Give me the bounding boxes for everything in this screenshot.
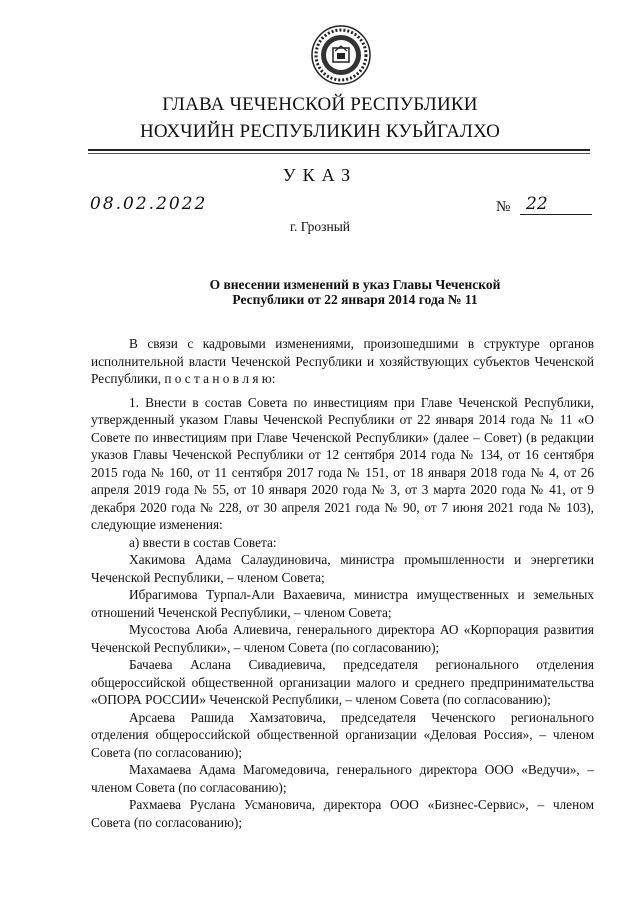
document-type: УКАЗ [282, 165, 358, 185]
paragraph-member: Рахмаева Руслана Усмановича, директора ООО «Бизнес-Сервис», – членом Совета (по согласованию); [91, 797, 594, 830]
paragraph-member: Ибрагимова Турпал-Али Вахаевича, министра имущественных и земельных отношений Чеченской Республики, – членом Совета; [91, 587, 594, 620]
paragraph-member: Хакимова Адама Салаудиновича, министра промышленности и энергетики Чеченской Республики, – членом Совета; [91, 552, 594, 585]
document-body [91, 335, 594, 831]
document-title [190, 277, 520, 307]
issuer-title-russian: ГЛАВА ЧЕЧЕНСКОЙ РЕСПУБЛИКИ [162, 94, 478, 115]
issuer-title-chechen: НОХЧИЙН РЕСПУБЛИКИН КУЬЙГАЛХО [139, 121, 501, 142]
paragraph-preamble: В связи с кадровыми изменениями, произошедшими в структуре органов исполнительной власти Чеченской Республики и хозяйствующих субъектов Чеченской Республики, п о с т а н о в л я ю: [91, 336, 594, 386]
header-divider [88, 149, 590, 151]
city: г. Грозный [289, 219, 351, 234]
number-label: № [496, 199, 511, 215]
paragraph-member: Махамаева Адама Магомедовича, генерального директора ООО «Ведучи», – членом Совета (по согласованию); [91, 762, 594, 795]
paragraph-subitem-a: а) ввести в состав Совета: [129, 534, 277, 550]
paragraph-member: Мусостова Аюба Алиевича, генерального директора АО «Корпорация развития Чеченской Республики», – членом Совета (по согласованию); [91, 622, 594, 655]
title-line: Республики от 22 января 2014 года № 11 [232, 292, 478, 307]
paragraph-member: Арсаева Рашида Хамзатовича, председателя Чеченского регионального отделения общероссийской общественной организации «Деловая Россия», – членом Совета (по согласованию); [91, 709, 594, 760]
paragraph-member: Бачаева Аслана Сивадиевича, председателя регионального отделения общероссийской общественной организации малого и среднего предпринимательства «ОПОРА РОССИИ» Чеченской Республики, – членом Совета (по согласованию); [91, 657, 594, 707]
paragraph-item-1: 1. Внести в состав Совета по инвестициям при Главе Чеченской Республики, утвержденный указом Главы Чеченской Республики от 22 января 2014 года № 11 «О Совете по инвестициям при Главе Чеченской Республики» (далее – Совет) (в редакции указов Главы Чеченской Республики от 12 сентября 2014 года № 134, от 16 сентября 2015 года № 160, от 11 сентября 2017 года № 151, от 18 января 2018 года № 4, от 26 апреля 2019 года № 55, от 10 января 2020 года № 3, от 3 марта 2020 года № 41, от 9 декабря 2020 года № 228, от 30 апреля 2021 года № 90, от 7 июня 2021 года № 103), следующие изменения: [91, 394, 594, 532]
document-number: 22 [520, 194, 592, 215]
header-divider-thin [88, 153, 590, 154]
document-date: 08.02.2022 [90, 194, 208, 214]
title-line: О внесении изменений в указ Главы Чеченской [209, 277, 501, 292]
coat-of-arms-emblem [310, 24, 372, 86]
